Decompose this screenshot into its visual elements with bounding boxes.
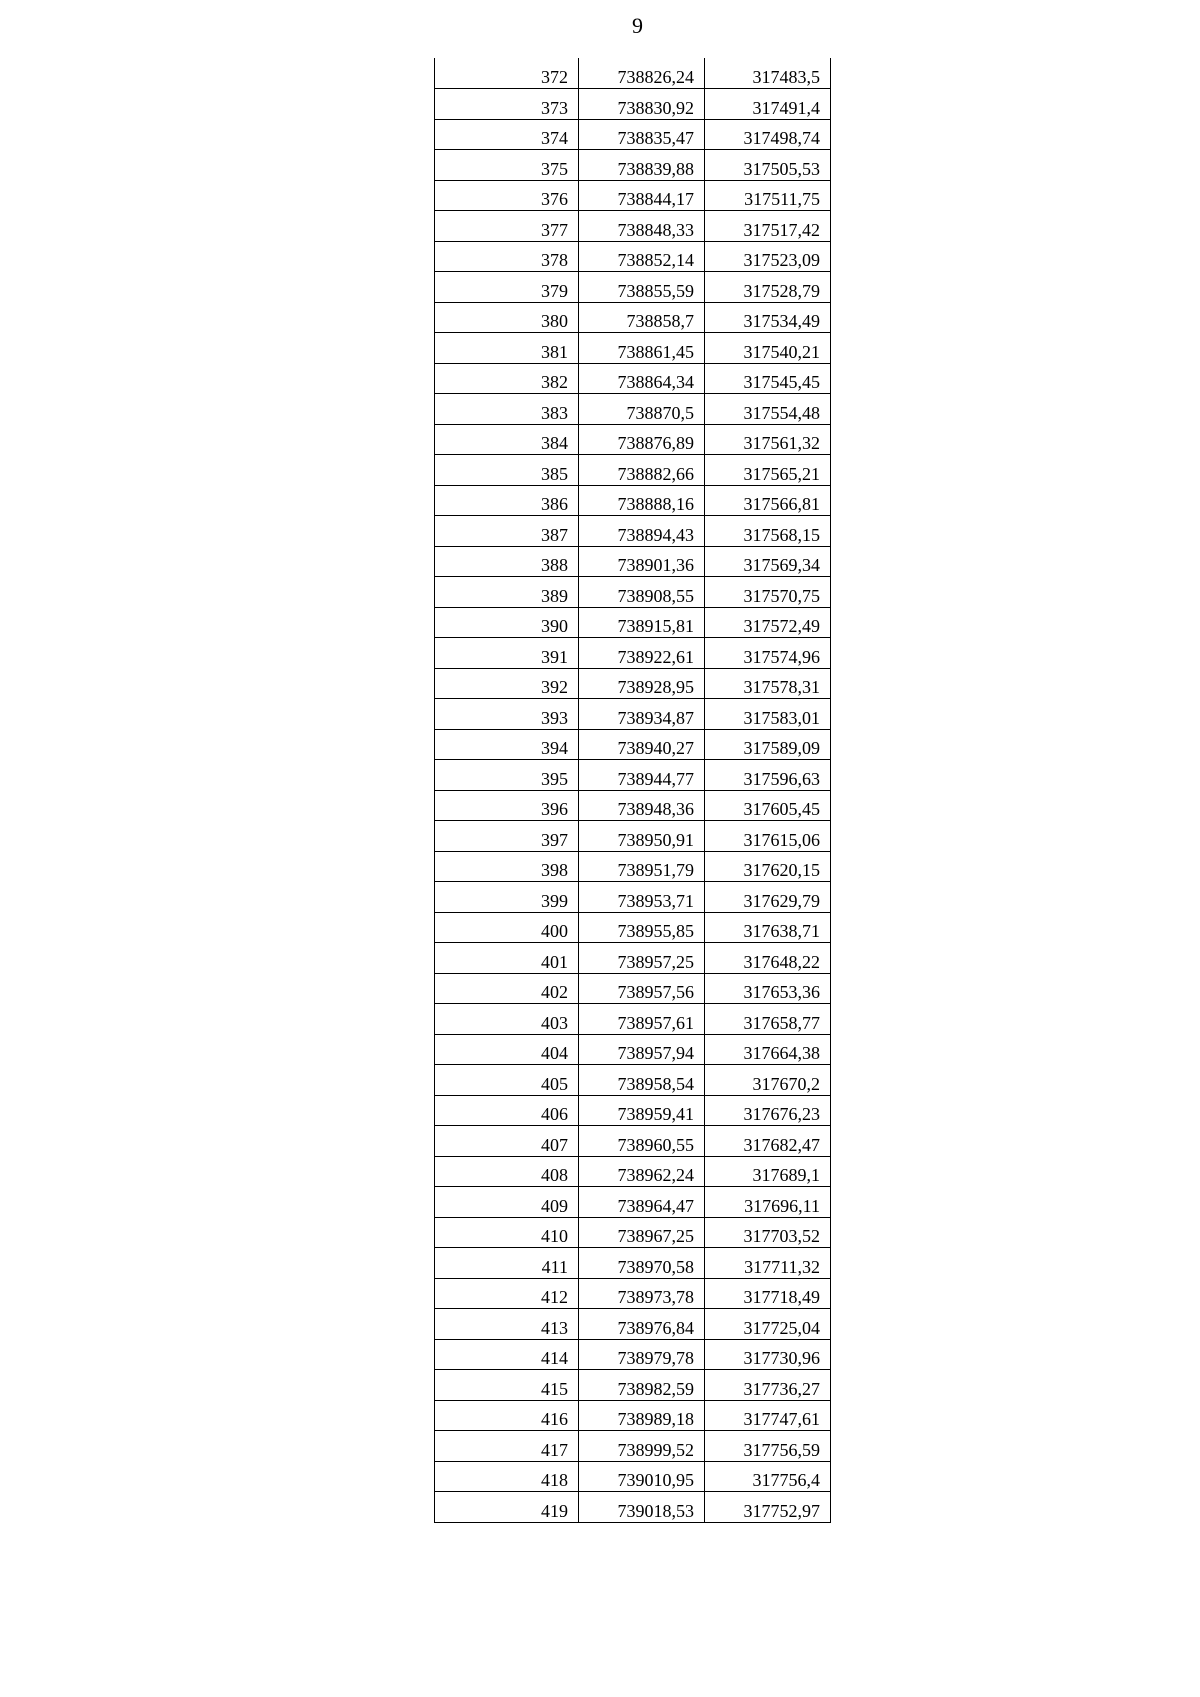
point-number-cell: 406 xyxy=(435,1095,579,1126)
point-number-cell: 379 xyxy=(435,272,579,303)
table-row xyxy=(435,1187,831,1218)
point-number-cell: 385 xyxy=(435,455,579,486)
x-coordinate-cell: 738982,59 xyxy=(579,1370,705,1401)
point-number-cell: 405 xyxy=(435,1065,579,1096)
table-row xyxy=(435,577,831,608)
coordinates-table xyxy=(434,58,831,1523)
point-number-cell: 397 xyxy=(435,821,579,852)
table-row xyxy=(435,333,831,364)
y-coordinate-cell: 317568,15 xyxy=(705,516,831,547)
coordinates-table-body xyxy=(435,58,831,1522)
table-row xyxy=(435,546,831,577)
x-coordinate-cell: 738959,41 xyxy=(579,1095,705,1126)
table-row xyxy=(435,699,831,730)
point-number-cell: 396 xyxy=(435,790,579,821)
table-row xyxy=(435,1095,831,1126)
table-row xyxy=(435,638,831,669)
point-number-cell: 398 xyxy=(435,851,579,882)
point-number-cell: 391 xyxy=(435,638,579,669)
table-row xyxy=(435,1370,831,1401)
point-number-cell: 413 xyxy=(435,1309,579,1340)
x-coordinate-cell: 738973,78 xyxy=(579,1278,705,1309)
table-row xyxy=(435,1492,831,1523)
x-coordinate-cell: 738894,43 xyxy=(579,516,705,547)
point-number-cell: 386 xyxy=(435,485,579,516)
table-row xyxy=(435,455,831,486)
point-number-cell: 409 xyxy=(435,1187,579,1218)
y-coordinate-cell: 317703,52 xyxy=(705,1217,831,1248)
y-coordinate-cell: 317569,34 xyxy=(705,546,831,577)
point-number-cell: 394 xyxy=(435,729,579,760)
table-row xyxy=(435,973,831,1004)
point-number-cell: 372 xyxy=(435,58,579,89)
y-coordinate-cell: 317565,21 xyxy=(705,455,831,486)
x-coordinate-cell: 738999,52 xyxy=(579,1431,705,1462)
y-coordinate-cell: 317756,59 xyxy=(705,1431,831,1462)
point-number-cell: 414 xyxy=(435,1339,579,1370)
y-coordinate-cell: 317570,75 xyxy=(705,577,831,608)
table-row xyxy=(435,668,831,699)
x-coordinate-cell: 738979,78 xyxy=(579,1339,705,1370)
y-coordinate-cell: 317498,74 xyxy=(705,119,831,150)
y-coordinate-cell: 317629,79 xyxy=(705,882,831,913)
x-coordinate-cell: 738964,47 xyxy=(579,1187,705,1218)
point-number-cell: 407 xyxy=(435,1126,579,1157)
table-row xyxy=(435,729,831,760)
table-row xyxy=(435,516,831,547)
table-row xyxy=(435,424,831,455)
y-coordinate-cell: 317523,09 xyxy=(705,241,831,272)
y-coordinate-cell: 317682,47 xyxy=(705,1126,831,1157)
x-coordinate-cell: 738928,95 xyxy=(579,668,705,699)
y-coordinate-cell: 317638,71 xyxy=(705,912,831,943)
point-number-cell: 374 xyxy=(435,119,579,150)
table-row xyxy=(435,1248,831,1279)
y-coordinate-cell: 317511,75 xyxy=(705,180,831,211)
y-coordinate-cell: 317718,49 xyxy=(705,1278,831,1309)
y-coordinate-cell: 317583,01 xyxy=(705,699,831,730)
point-number-cell: 393 xyxy=(435,699,579,730)
x-coordinate-cell: 739018,53 xyxy=(579,1492,705,1523)
point-number-cell: 389 xyxy=(435,577,579,608)
x-coordinate-cell: 738844,17 xyxy=(579,180,705,211)
point-number-cell: 400 xyxy=(435,912,579,943)
point-number-cell: 376 xyxy=(435,180,579,211)
point-number-cell: 408 xyxy=(435,1156,579,1187)
table-row xyxy=(435,180,831,211)
y-coordinate-cell: 317517,42 xyxy=(705,211,831,242)
x-coordinate-cell: 738848,33 xyxy=(579,211,705,242)
x-coordinate-cell: 738944,77 xyxy=(579,760,705,791)
y-coordinate-cell: 317554,48 xyxy=(705,394,831,425)
table-row xyxy=(435,1400,831,1431)
y-coordinate-cell: 317615,06 xyxy=(705,821,831,852)
y-coordinate-cell: 317664,38 xyxy=(705,1034,831,1065)
y-coordinate-cell: 317561,32 xyxy=(705,424,831,455)
y-coordinate-cell: 317534,49 xyxy=(705,302,831,333)
point-number-cell: 390 xyxy=(435,607,579,638)
point-number-cell: 419 xyxy=(435,1492,579,1523)
y-coordinate-cell: 317736,27 xyxy=(705,1370,831,1401)
point-number-cell: 415 xyxy=(435,1370,579,1401)
table-row xyxy=(435,241,831,272)
table-row xyxy=(435,394,831,425)
y-coordinate-cell: 317574,96 xyxy=(705,638,831,669)
table-row xyxy=(435,211,831,242)
table-row xyxy=(435,1339,831,1370)
y-coordinate-cell: 317483,5 xyxy=(705,58,831,89)
table-row xyxy=(435,760,831,791)
page-number: 9 xyxy=(632,13,643,38)
point-number-cell: 417 xyxy=(435,1431,579,1462)
y-coordinate-cell: 317730,96 xyxy=(705,1339,831,1370)
x-coordinate-cell: 738901,36 xyxy=(579,546,705,577)
x-coordinate-cell: 738826,24 xyxy=(579,58,705,89)
table-row xyxy=(435,882,831,913)
table-row xyxy=(435,1217,831,1248)
table-row xyxy=(435,912,831,943)
point-number-cell: 412 xyxy=(435,1278,579,1309)
point-number-cell: 404 xyxy=(435,1034,579,1065)
table-row xyxy=(435,1034,831,1065)
y-coordinate-cell: 317491,4 xyxy=(705,89,831,120)
table-row xyxy=(435,1004,831,1035)
x-coordinate-cell: 738957,56 xyxy=(579,973,705,1004)
table-row xyxy=(435,1309,831,1340)
x-coordinate-cell: 738888,16 xyxy=(579,485,705,516)
table-row xyxy=(435,1431,831,1462)
point-number-cell: 387 xyxy=(435,516,579,547)
point-number-cell: 411 xyxy=(435,1248,579,1279)
y-coordinate-cell: 317676,23 xyxy=(705,1095,831,1126)
table-row xyxy=(435,1126,831,1157)
x-coordinate-cell: 738950,91 xyxy=(579,821,705,852)
point-number-cell: 392 xyxy=(435,668,579,699)
table-row xyxy=(435,363,831,394)
x-coordinate-cell: 738953,71 xyxy=(579,882,705,913)
x-coordinate-cell: 738934,87 xyxy=(579,699,705,730)
point-number-cell: 377 xyxy=(435,211,579,242)
y-coordinate-cell: 317589,09 xyxy=(705,729,831,760)
y-coordinate-cell: 317620,15 xyxy=(705,851,831,882)
point-number-cell: 388 xyxy=(435,546,579,577)
y-coordinate-cell: 317545,45 xyxy=(705,363,831,394)
point-number-cell: 399 xyxy=(435,882,579,913)
y-coordinate-cell: 317572,49 xyxy=(705,607,831,638)
x-coordinate-cell: 738922,61 xyxy=(579,638,705,669)
x-coordinate-cell: 738940,27 xyxy=(579,729,705,760)
table-row xyxy=(435,851,831,882)
x-coordinate-cell: 738830,92 xyxy=(579,89,705,120)
x-coordinate-cell: 738861,45 xyxy=(579,333,705,364)
point-number-cell: 380 xyxy=(435,302,579,333)
x-coordinate-cell: 738915,81 xyxy=(579,607,705,638)
x-coordinate-cell: 738870,5 xyxy=(579,394,705,425)
x-coordinate-cell: 738962,24 xyxy=(579,1156,705,1187)
x-coordinate-cell: 738876,89 xyxy=(579,424,705,455)
table-row xyxy=(435,272,831,303)
x-coordinate-cell: 738858,7 xyxy=(579,302,705,333)
x-coordinate-cell: 738948,36 xyxy=(579,790,705,821)
point-number-cell: 395 xyxy=(435,760,579,791)
y-coordinate-cell: 317752,97 xyxy=(705,1492,831,1523)
table-row xyxy=(435,790,831,821)
point-number-cell: 381 xyxy=(435,333,579,364)
y-coordinate-cell: 317578,31 xyxy=(705,668,831,699)
x-coordinate-cell: 738882,66 xyxy=(579,455,705,486)
point-number-cell: 383 xyxy=(435,394,579,425)
point-number-cell: 375 xyxy=(435,150,579,181)
x-coordinate-cell: 738839,88 xyxy=(579,150,705,181)
point-number-cell: 403 xyxy=(435,1004,579,1035)
y-coordinate-cell: 317756,4 xyxy=(705,1461,831,1492)
table-row xyxy=(435,1461,831,1492)
x-coordinate-cell: 738835,47 xyxy=(579,119,705,150)
x-coordinate-cell: 738955,85 xyxy=(579,912,705,943)
x-coordinate-cell: 738958,54 xyxy=(579,1065,705,1096)
point-number-cell: 382 xyxy=(435,363,579,394)
y-coordinate-cell: 317566,81 xyxy=(705,485,831,516)
x-coordinate-cell: 738855,59 xyxy=(579,272,705,303)
y-coordinate-cell: 317540,21 xyxy=(705,333,831,364)
y-coordinate-cell: 317505,53 xyxy=(705,150,831,181)
table-row xyxy=(435,150,831,181)
point-number-cell: 401 xyxy=(435,943,579,974)
point-number-cell: 384 xyxy=(435,424,579,455)
y-coordinate-cell: 317648,22 xyxy=(705,943,831,974)
table-row xyxy=(435,119,831,150)
table-row xyxy=(435,302,831,333)
y-coordinate-cell: 317725,04 xyxy=(705,1309,831,1340)
point-number-cell: 373 xyxy=(435,89,579,120)
y-coordinate-cell: 317528,79 xyxy=(705,272,831,303)
table-row xyxy=(435,821,831,852)
table-row xyxy=(435,1065,831,1096)
x-coordinate-cell: 738967,25 xyxy=(579,1217,705,1248)
x-coordinate-cell: 738970,58 xyxy=(579,1248,705,1279)
x-coordinate-cell: 738852,14 xyxy=(579,241,705,272)
y-coordinate-cell: 317711,32 xyxy=(705,1248,831,1279)
point-number-cell: 416 xyxy=(435,1400,579,1431)
table-row xyxy=(435,943,831,974)
table-row xyxy=(435,607,831,638)
x-coordinate-cell: 739010,95 xyxy=(579,1461,705,1492)
x-coordinate-cell: 738908,55 xyxy=(579,577,705,608)
y-coordinate-cell: 317689,1 xyxy=(705,1156,831,1187)
x-coordinate-cell: 738989,18 xyxy=(579,1400,705,1431)
y-coordinate-cell: 317596,63 xyxy=(705,760,831,791)
x-coordinate-cell: 738976,84 xyxy=(579,1309,705,1340)
table-row xyxy=(435,1278,831,1309)
point-number-cell: 402 xyxy=(435,973,579,1004)
y-coordinate-cell: 317747,61 xyxy=(705,1400,831,1431)
y-coordinate-cell: 317696,11 xyxy=(705,1187,831,1218)
table-row xyxy=(435,89,831,120)
point-number-cell: 378 xyxy=(435,241,579,272)
x-coordinate-cell: 738951,79 xyxy=(579,851,705,882)
point-number-cell: 418 xyxy=(435,1461,579,1492)
x-coordinate-cell: 738960,55 xyxy=(579,1126,705,1157)
table-row xyxy=(435,1156,831,1187)
x-coordinate-cell: 738957,94 xyxy=(579,1034,705,1065)
table-row xyxy=(435,58,831,89)
point-number-cell: 410 xyxy=(435,1217,579,1248)
y-coordinate-cell: 317653,36 xyxy=(705,973,831,1004)
x-coordinate-cell: 738957,61 xyxy=(579,1004,705,1035)
x-coordinate-cell: 738864,34 xyxy=(579,363,705,394)
y-coordinate-cell: 317670,2 xyxy=(705,1065,831,1096)
y-coordinate-cell: 317605,45 xyxy=(705,790,831,821)
table-row xyxy=(435,485,831,516)
y-coordinate-cell: 317658,77 xyxy=(705,1004,831,1035)
x-coordinate-cell: 738957,25 xyxy=(579,943,705,974)
